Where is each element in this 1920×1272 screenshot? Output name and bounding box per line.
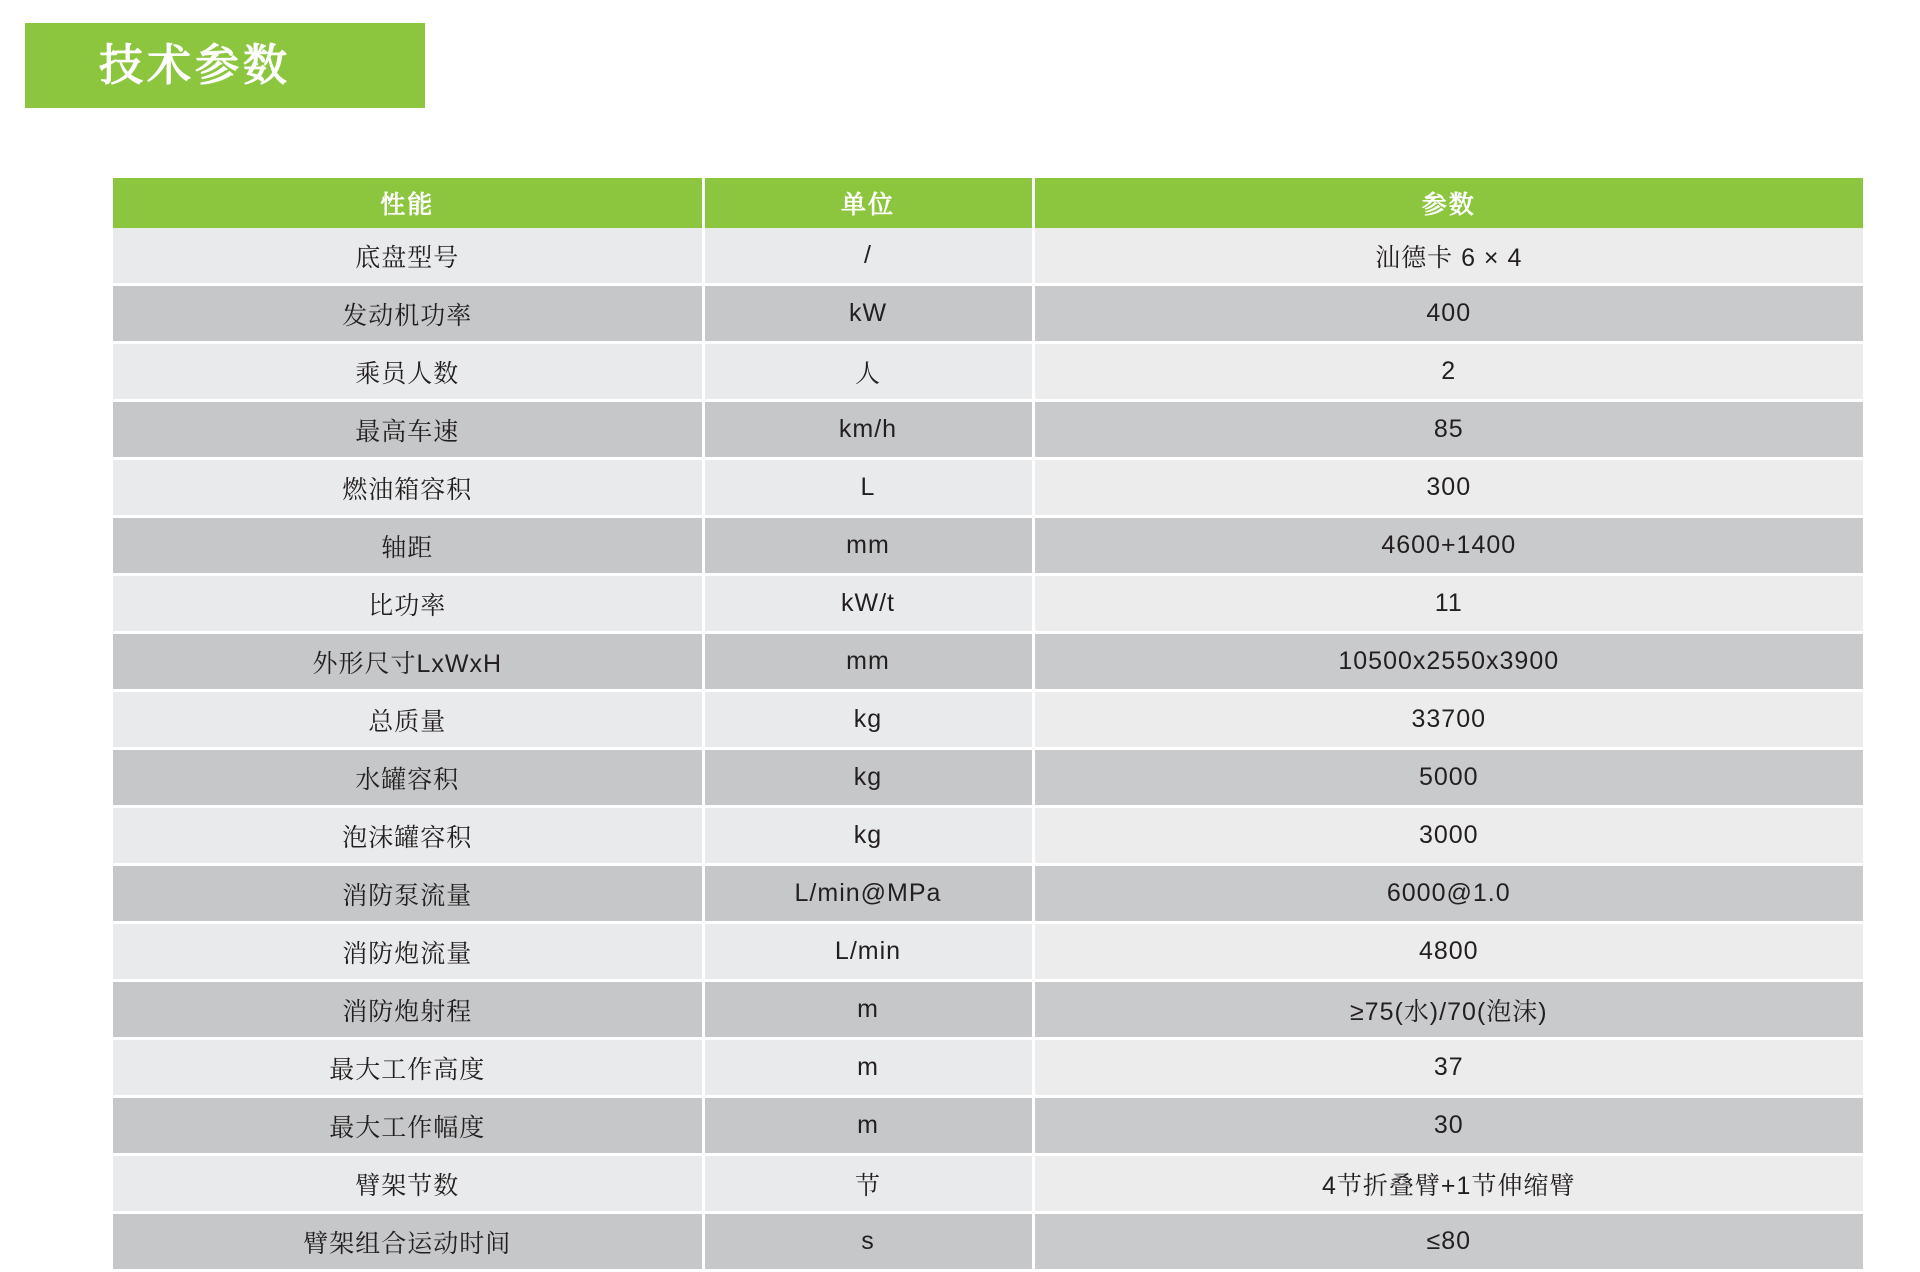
cell-performance: 总质量	[113, 691, 703, 749]
cell-unit: L/min@MPa	[703, 865, 1033, 923]
cell-parameter: 10500x2550x3900	[1033, 633, 1863, 691]
cell-unit: mm	[703, 517, 1033, 575]
cell-performance: 比功率	[113, 575, 703, 633]
cell-parameter: 11	[1033, 575, 1863, 633]
cell-performance: 最高车速	[113, 401, 703, 459]
cell-parameter: 37	[1033, 1039, 1863, 1097]
cell-unit: kg	[703, 807, 1033, 865]
spec-table-body	[113, 228, 1863, 1271]
cell-unit: kg	[703, 749, 1033, 807]
cell-parameter: 400	[1033, 285, 1863, 343]
cell-performance: 底盘型号	[113, 228, 703, 285]
cell-unit: m	[703, 1039, 1033, 1097]
table-row	[113, 575, 1863, 633]
column-header-unit: 单位	[703, 178, 1033, 228]
table-row	[113, 633, 1863, 691]
cell-unit: L	[703, 459, 1033, 517]
column-header-parameter: 参数	[1033, 178, 1863, 228]
table-row	[113, 807, 1863, 865]
cell-performance: 最大工作幅度	[113, 1097, 703, 1155]
table-row	[113, 981, 1863, 1039]
cell-performance: 发动机功率	[113, 285, 703, 343]
cell-unit: s	[703, 1213, 1033, 1271]
cell-performance: 泡沫罐容积	[113, 807, 703, 865]
table-row	[113, 749, 1863, 807]
table-row	[113, 517, 1863, 575]
cell-performance: 消防泵流量	[113, 865, 703, 923]
page-title-banner	[25, 23, 425, 108]
cell-unit: L/min	[703, 923, 1033, 981]
cell-parameter: 4600+1400	[1033, 517, 1863, 575]
cell-unit: mm	[703, 633, 1033, 691]
cell-performance: 乘员人数	[113, 343, 703, 401]
cell-parameter: 6000@1.0	[1033, 865, 1863, 923]
cell-parameter: 汕德卡 6 × 4	[1033, 228, 1863, 285]
cell-parameter: ≤80	[1033, 1213, 1863, 1271]
table-row	[113, 285, 1863, 343]
table-row	[113, 691, 1863, 749]
page-title: 技术参数	[99, 40, 291, 90]
column-header-performance: 性能	[113, 178, 703, 228]
cell-parameter: 33700	[1033, 691, 1863, 749]
cell-unit: kW/t	[703, 575, 1033, 633]
cell-parameter: 3000	[1033, 807, 1863, 865]
cell-parameter: 5000	[1033, 749, 1863, 807]
cell-parameter: 30	[1033, 1097, 1863, 1155]
cell-performance: 消防炮射程	[113, 981, 703, 1039]
cell-performance: 臂架组合运动时间	[113, 1213, 703, 1271]
table-row	[113, 459, 1863, 517]
table-row	[113, 1213, 1863, 1271]
cell-parameter: 85	[1033, 401, 1863, 459]
table-row	[113, 1155, 1863, 1213]
cell-parameter: 4800	[1033, 923, 1863, 981]
cell-performance: 水罐容积	[113, 749, 703, 807]
table-row	[113, 343, 1863, 401]
cell-unit: /	[703, 228, 1033, 285]
cell-performance: 燃油箱容积	[113, 459, 703, 517]
cell-unit: kW	[703, 285, 1033, 343]
cell-performance: 臂架节数	[113, 1155, 703, 1213]
cell-performance: 轴距	[113, 517, 703, 575]
cell-parameter: ≥75(水)/70(泡沫)	[1033, 981, 1863, 1039]
table-row	[113, 1039, 1863, 1097]
spec-table	[113, 178, 1863, 1272]
cell-performance: 最大工作高度	[113, 1039, 703, 1097]
cell-unit: m	[703, 1097, 1033, 1155]
spec-table-head	[113, 178, 1863, 228]
cell-unit: kg	[703, 691, 1033, 749]
cell-performance: 消防炮流量	[113, 923, 703, 981]
table-row	[113, 228, 1863, 285]
cell-unit: m	[703, 981, 1033, 1039]
cell-unit: km/h	[703, 401, 1033, 459]
table-row	[113, 865, 1863, 923]
cell-parameter: 2	[1033, 343, 1863, 401]
cell-performance: 外形尺寸LxWxH	[113, 633, 703, 691]
table-row	[113, 923, 1863, 981]
table-row	[113, 401, 1863, 459]
cell-parameter: 300	[1033, 459, 1863, 517]
table-row	[113, 1097, 1863, 1155]
table-header-row	[113, 178, 1863, 228]
spec-table-container	[113, 178, 1863, 1272]
cell-parameter: 4节折叠臂+1节伸缩臂	[1033, 1155, 1863, 1213]
cell-unit: 人	[703, 343, 1033, 401]
cell-unit: 节	[703, 1155, 1033, 1213]
